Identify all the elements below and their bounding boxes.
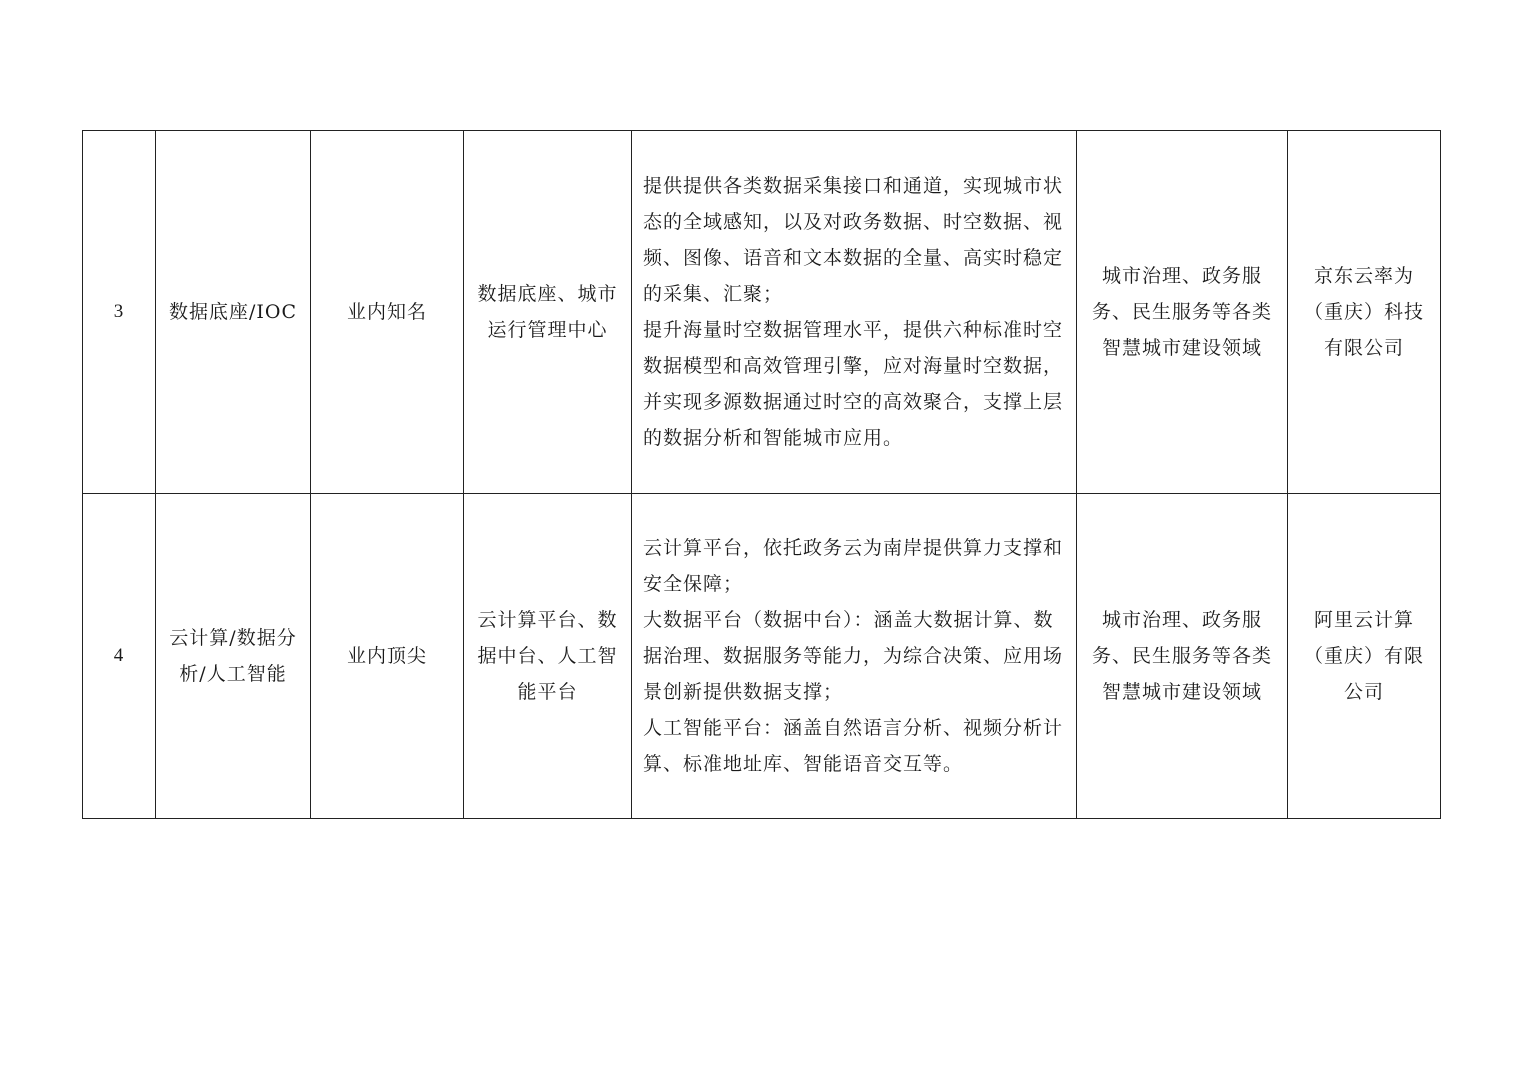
description-paragraph: 提供提供各类数据采集接口和通道，实现城市状态的全域感知，以及对政务数据、时空数据、视频、图像、语音和文本数据的全量、高实时稳定的采集、汇聚； <box>643 175 1064 305</box>
row-index: 4 <box>83 494 156 819</box>
scope-cell: 城市治理、政务服务、民生服务等各类智慧城市建设领域 <box>1077 494 1288 819</box>
description-paragraph: 人工智能平台：涵盖自然语言分析、视频分析计算、标准地址库、智能语音交互等。 <box>643 717 1064 775</box>
level-cell: 业内知名 <box>311 131 464 494</box>
description-paragraph: 提升海量时空数据管理水平，提供六种标准时空数据模型和高效管理引擎，应对海量时空数据，并实现多源数据通过时空的高效聚合，支撑上层的数据分析和智能城市应用。 <box>643 319 1064 449</box>
category-cell: 云计算/数据分析/人工智能 <box>156 494 311 819</box>
table-row <box>83 131 1441 494</box>
company-cell: 京东云率为（重庆）科技有限公司 <box>1288 131 1441 494</box>
product-cell: 云计算平台、数据中台、人工智能平台 <box>464 494 632 819</box>
table-row <box>83 494 1441 819</box>
description-cell <box>632 494 1077 819</box>
level-cell: 业内顶尖 <box>311 494 464 819</box>
category-cell: 数据底座/IOC <box>156 131 311 494</box>
row-index: 3 <box>83 131 156 494</box>
description-cell <box>632 131 1077 494</box>
product-cell: 数据底座、城市运行管理中心 <box>464 131 632 494</box>
scope-cell: 城市治理、政务服务、民生服务等各类智慧城市建设领域 <box>1077 131 1288 494</box>
description-paragraph: 大数据平台（数据中台）：涵盖大数据计算、数据治理、数据服务等能力，为综合决策、应用场景创新提供数据支撑； <box>643 609 1064 703</box>
vendor-table <box>82 130 1441 819</box>
description-paragraph: 云计算平台，依托政务云为南岸提供算力支撑和安全保障； <box>643 537 1064 595</box>
company-cell: 阿里云计算（重庆）有限公司 <box>1288 494 1441 819</box>
